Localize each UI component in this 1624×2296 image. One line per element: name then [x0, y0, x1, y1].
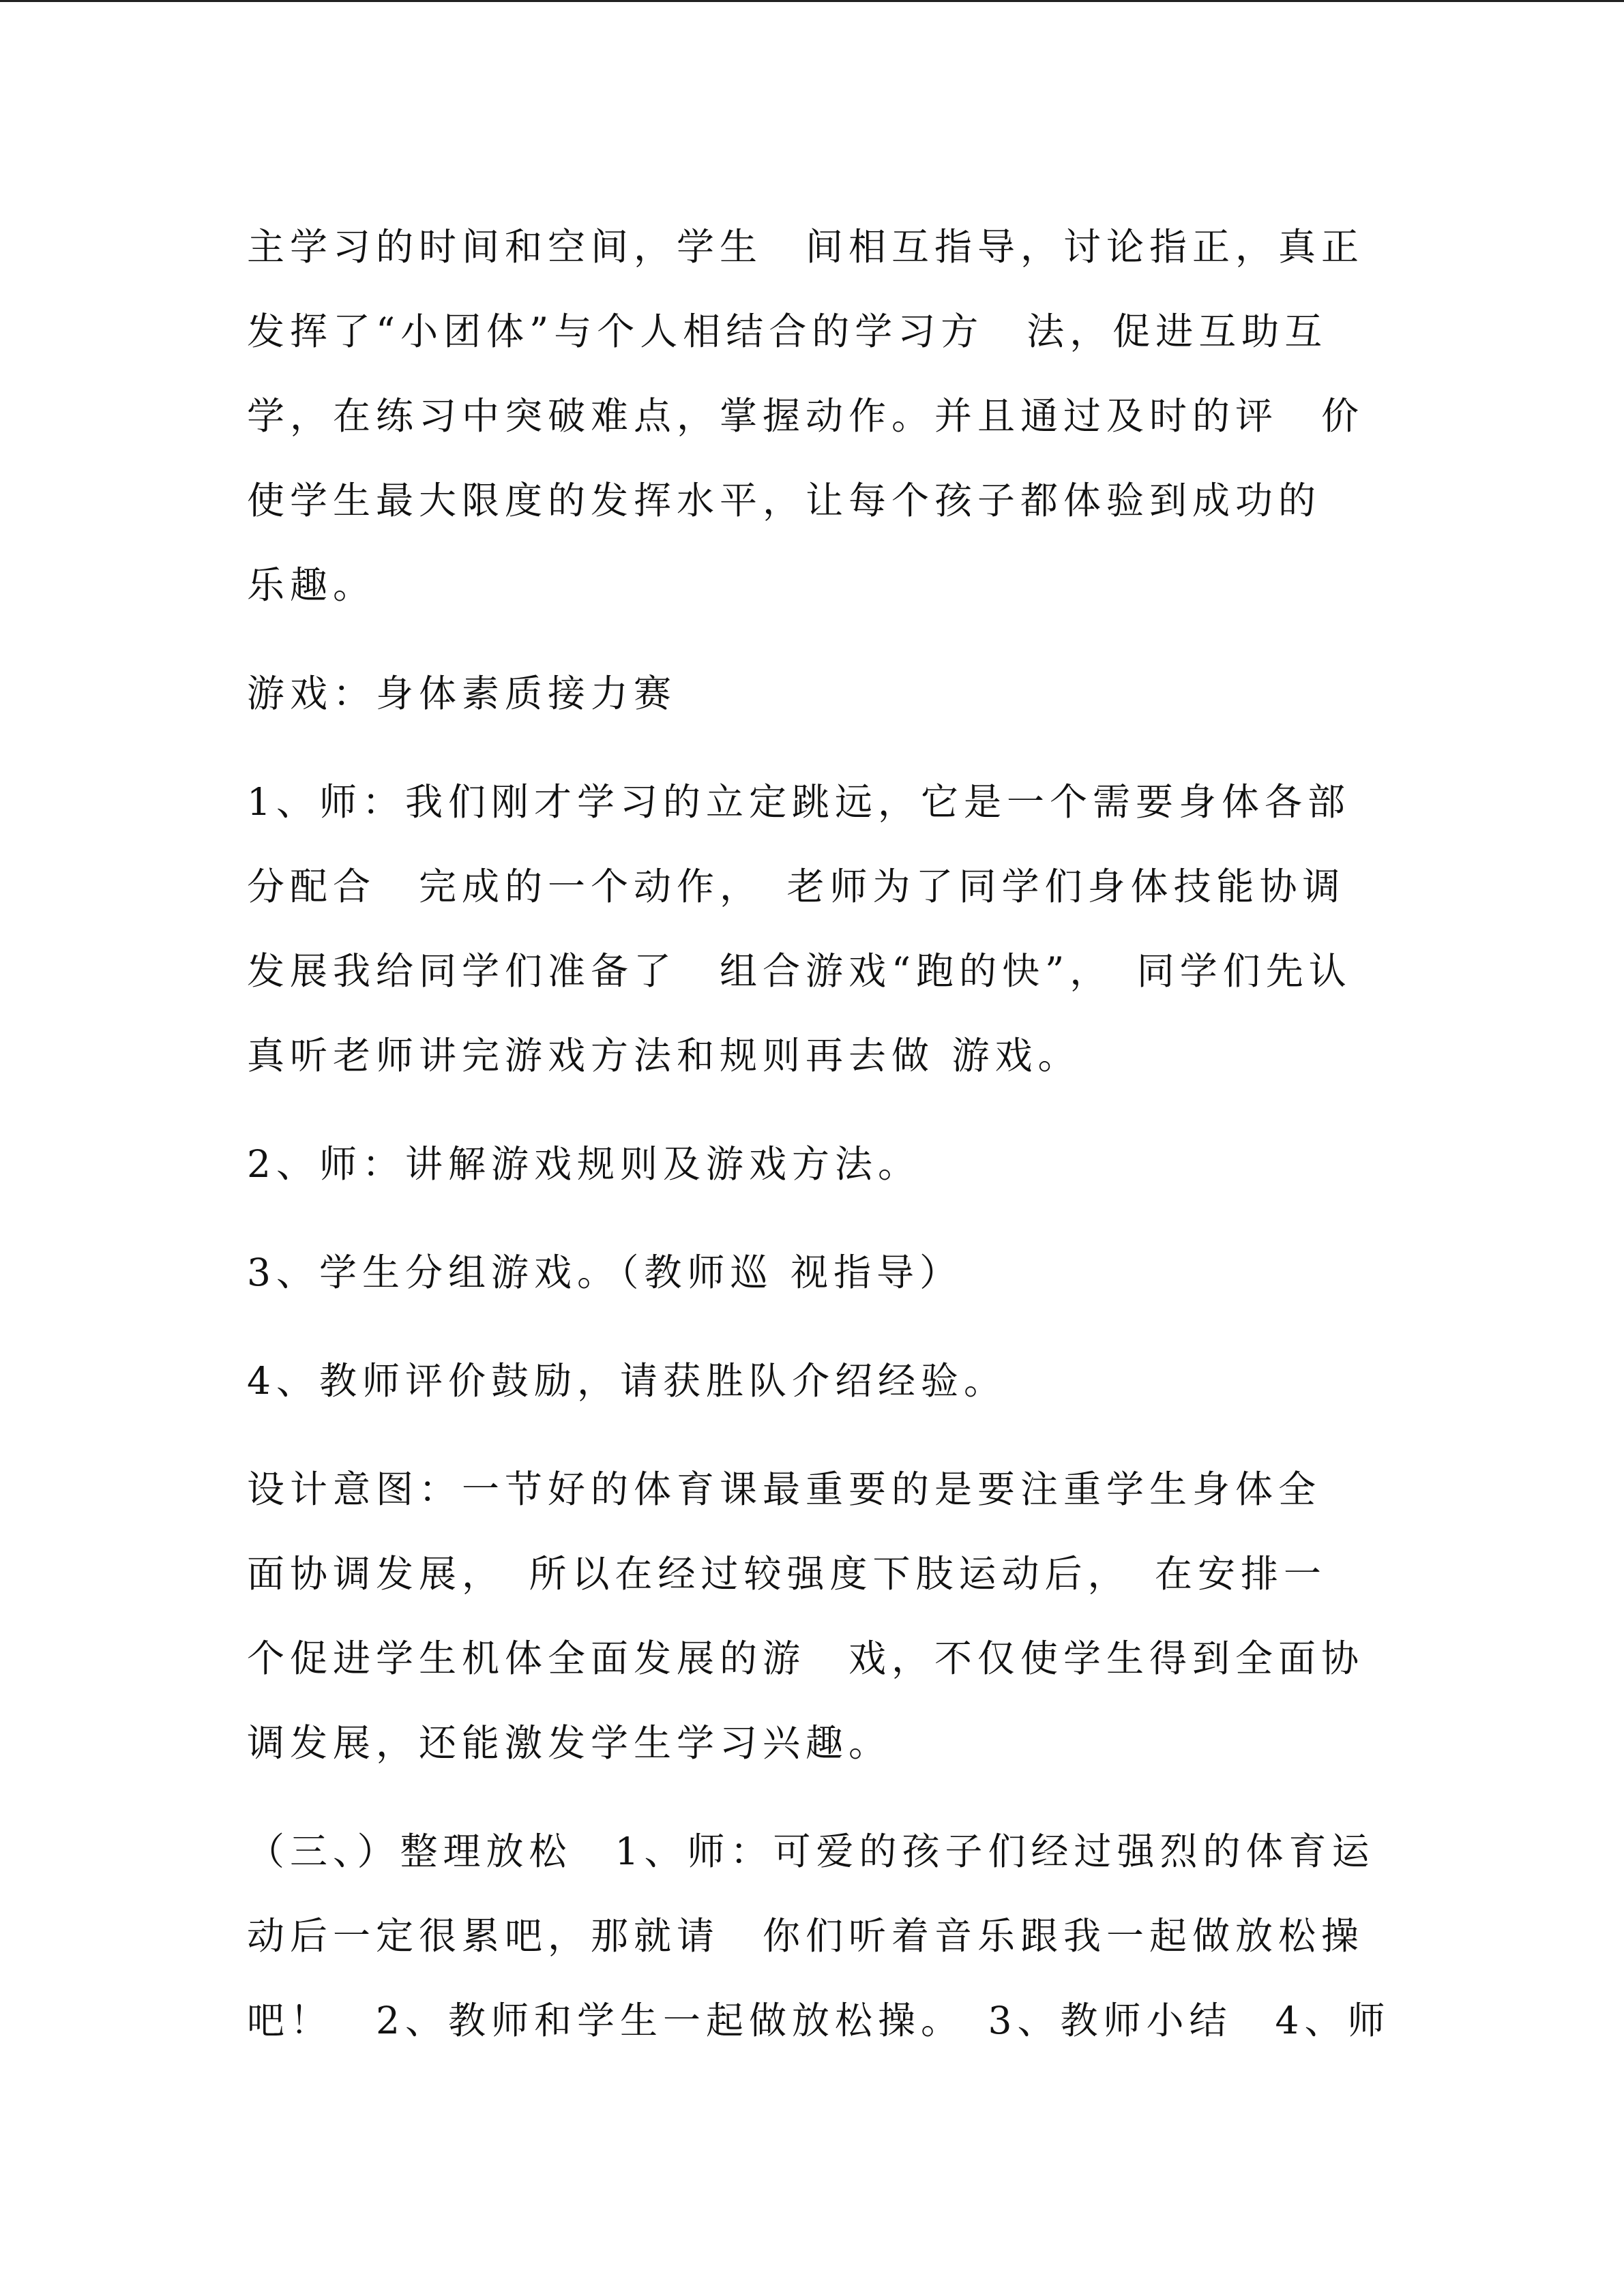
text-line: 学，在练习中突破难点，掌握动作。并且通过及时的评 价	[247, 394, 1365, 438]
section-heading: 游戏：身体素质接力赛	[247, 672, 677, 715]
text-line: （三、）整理放松 1、师：可爱的孩子们经过强烈的体育运	[247, 1830, 1375, 1873]
text-line: 3、学生分组游戏。（教师巡 视指导）	[247, 1251, 962, 1294]
text-line: 面协调发展， 所以在经过较强度下肢运动后， 在安排一	[247, 1552, 1327, 1596]
text-line: 发展我给同学们准备了 组合游戏“跑的快”， 同学们先认	[247, 949, 1352, 993]
paragraph-study-summary	[247, 205, 1379, 627]
text-line: 乐趣。	[247, 563, 377, 607]
text-line: 动后一定很累吧，那就请 你们听着音乐跟我一起做放松操	[247, 1914, 1365, 1958]
paragraph-step-4	[247, 1339, 1379, 1423]
text-line: 设计意图：一节好的体育课最重要的是要注重学生身体全	[247, 1467, 1322, 1511]
text-line: 2、师：讲解游戏规则及游戏方法。	[247, 1142, 921, 1186]
text-line: 1、师：我们刚才学习的立定跳远，它是一个需要身体各部	[247, 780, 1350, 824]
text-line: 发挥了“小团体”与个人相结合的学习方 法，促进互助互	[247, 310, 1328, 353]
text-line: 4、教师评价鼓励，请获胜队介绍经验。	[247, 1359, 1007, 1403]
text-line: 吧！ 2、教师和学生一起做放松操。 3、教师小结 4、师	[247, 1999, 1391, 2042]
text-line: 使学生最大限度的发挥水平，让每个孩子都体验到成功的	[247, 479, 1322, 522]
text-line: 真听老师讲完游戏方法和规则再去做 游戏。	[247, 1034, 1081, 1077]
paragraph-game-heading	[247, 651, 1379, 736]
text-line: 调发展，还能激发学生学习兴趣。	[247, 1721, 892, 1765]
text-line: 主学习的时间和空间，学生 间相互指导，讨论指正，真正	[247, 225, 1365, 269]
paragraph-step-3	[247, 1230, 1379, 1315]
document-body	[247, 205, 1391, 2087]
paragraph-step-1	[247, 760, 1379, 1098]
paragraph-step-2	[247, 1122, 1379, 1206]
paragraph-cool-down	[247, 1809, 1391, 2063]
text-line: 分配合 完成的一个动作， 老师为了同学们身体技能协调	[247, 865, 1346, 908]
text-line: 个促进学生机体全面发展的游 戏，不仅使学生得到全面协	[247, 1637, 1365, 1680]
paragraph-design-intent	[247, 1447, 1379, 1785]
top-border-line	[0, 0, 1624, 2]
